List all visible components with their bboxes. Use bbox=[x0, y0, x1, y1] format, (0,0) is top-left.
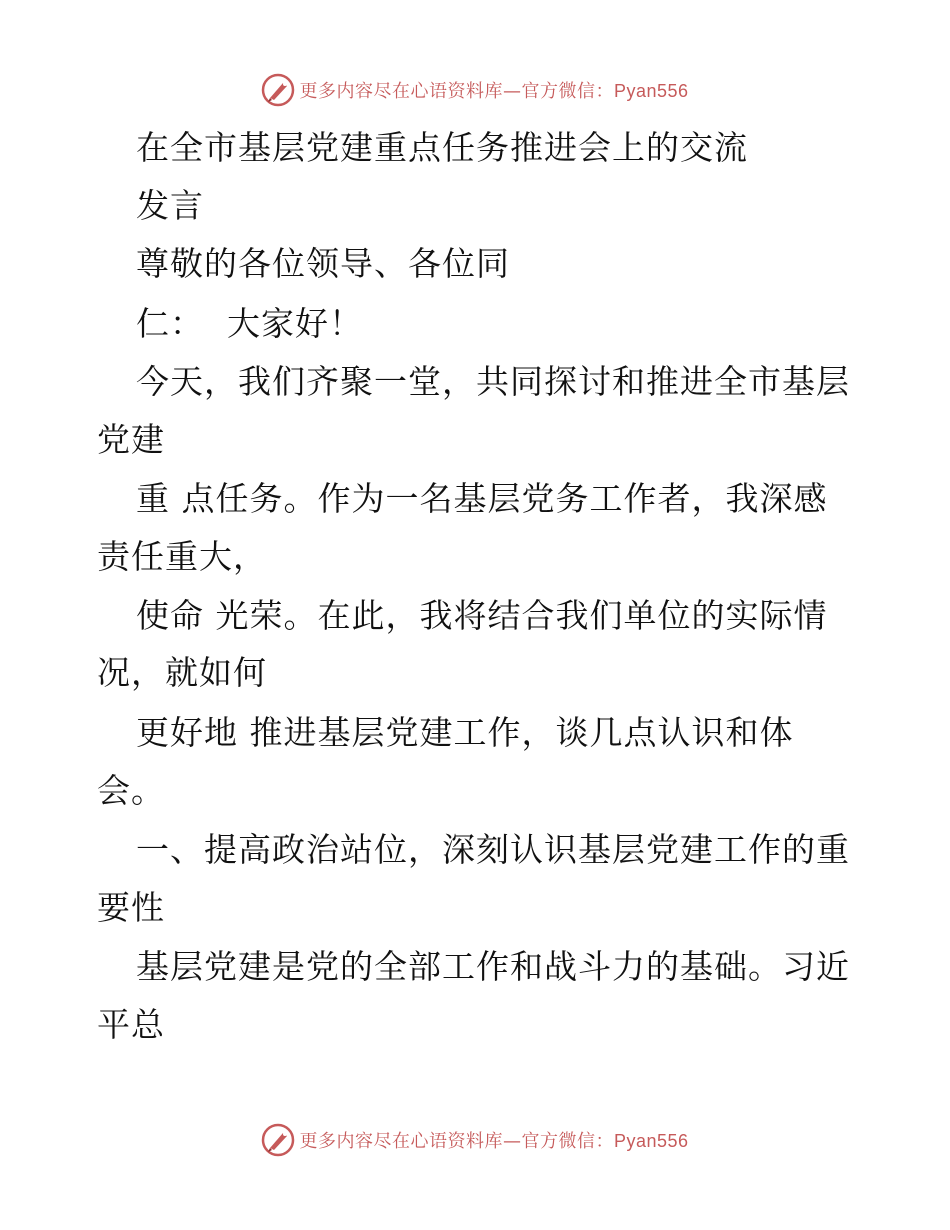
footer-watermark bbox=[0, 1120, 950, 1160]
doc-paragraph-line: 况，就如何 bbox=[97, 653, 267, 692]
watermark-id: Pyan556 bbox=[613, 1131, 689, 1151]
doc-section-heading-line-1: 一、提高政治站位，深刻认识基层党建工作的重 bbox=[136, 830, 850, 869]
watermark-label: 官方微信： bbox=[521, 1131, 614, 1152]
watermark-main: 更多内容尽在心语资料库 bbox=[299, 81, 503, 102]
watermark-id: Pyan556 bbox=[613, 81, 689, 101]
doc-greeting-line-2: 仁： 大家好！ bbox=[136, 304, 363, 343]
doc-title-line-1: 在全市基层党建重点任务推进会上的交流 bbox=[136, 128, 748, 167]
watermark-separator: — bbox=[502, 1131, 522, 1152]
doc-paragraph-line: 使命 光荣。在此，我将结合我们单位的实际情 bbox=[136, 596, 828, 635]
doc-paragraph-line: 会。 bbox=[97, 771, 165, 810]
watermark-text bbox=[299, 1127, 688, 1153]
doc-paragraph-line: 重 点任务。作为一名基层党务工作者，我深感 bbox=[136, 479, 828, 518]
doc-paragraph-line: 平总 bbox=[97, 1005, 165, 1044]
doc-title-line-2: 发言 bbox=[136, 186, 204, 225]
doc-greeting-line-1: 尊敬的各位领导、各位同 bbox=[136, 244, 510, 283]
watermark-main: 更多内容尽在心语资料库 bbox=[299, 1131, 503, 1152]
doc-paragraph-line: 今天，我们齐聚一堂，共同探讨和推进全市基层 bbox=[136, 362, 850, 401]
doc-paragraph-line: 更好地 推进基层党建工作，谈几点认识和体 bbox=[136, 713, 794, 752]
pen-logo-icon bbox=[261, 1123, 295, 1157]
doc-section-heading-line-2: 要性 bbox=[97, 888, 165, 927]
doc-paragraph-line: 党建 bbox=[97, 420, 165, 459]
watermark-separator: — bbox=[502, 81, 522, 102]
doc-paragraph-line: 责任重大， bbox=[97, 537, 267, 576]
doc-paragraph-line: 基层党建是党的全部工作和战斗力的基础。习近 bbox=[136, 947, 850, 986]
watermark-label: 官方微信： bbox=[521, 81, 614, 102]
